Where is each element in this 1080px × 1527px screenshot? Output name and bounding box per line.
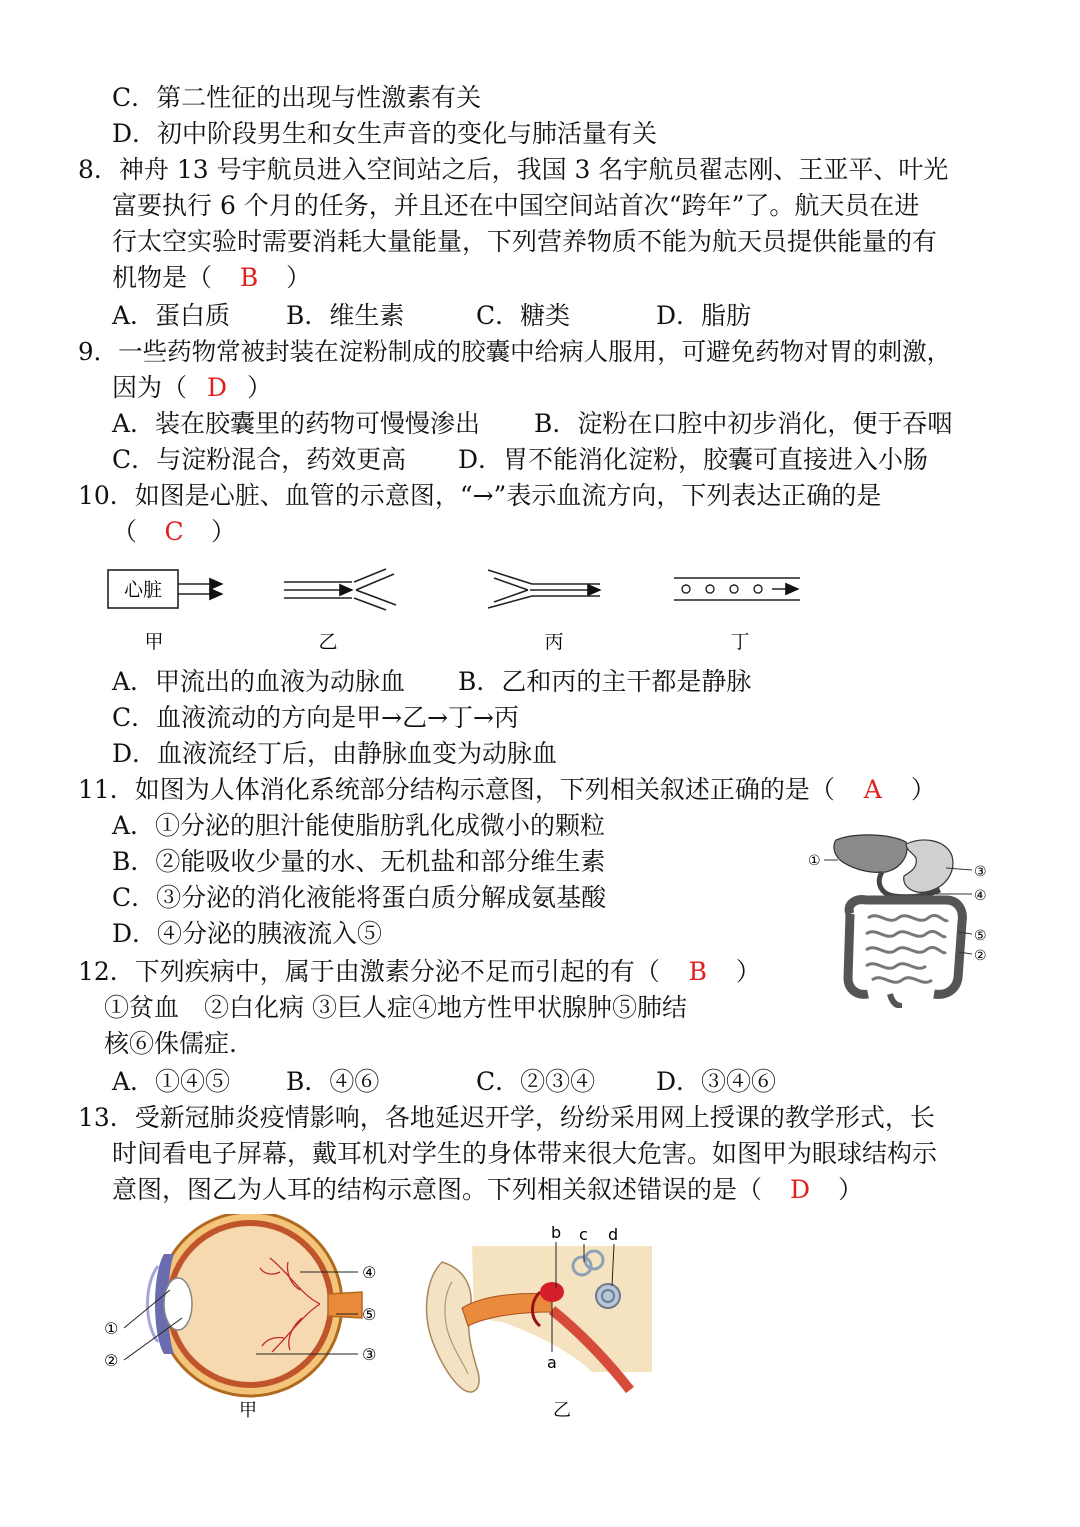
q11-option-a: A．①分泌的胆汁能使脂肪乳化成微小的颗粒 [112,811,606,840]
q9-option-a: A．装在胶囊里的药物可慢慢渗出 [112,409,481,438]
eye-label-1: ① [104,1319,119,1338]
q8-stem-line3: 行太空实验时需要消耗大量能量，下列营养物质不能为航天员提供能量的有 [112,227,938,256]
q9-stem-line2: 因为（ D ） [112,370,272,406]
heart-label: 心脏 [123,579,163,601]
q13-answer: D [789,1175,811,1204]
q12-answer: B [688,957,708,986]
q13-stem-line3: 意图，图乙为人耳的结构示意图。下列相关叙述错误的是（ D ） [112,1172,863,1208]
vessel-ding [674,578,800,600]
eye-label-5: ⑤ [362,1305,377,1324]
q8-option-c: C．糖类 [476,301,571,330]
stomach-shape [904,840,953,892]
ear-diagram [412,1222,672,1422]
q8-option-d: D．脂肪 [656,301,752,330]
heart-box [108,570,178,608]
q11-option-d: D．④分泌的胰液流入⑤ [112,919,383,948]
q12-stem-line1: 12．下列疾病中，属于由激素分泌不足而引起的有（ B ） [78,954,761,990]
digestive-label-3: ③ [974,864,987,880]
q8-stem-line4: 机物是（ B ） [112,260,311,296]
label-ding: 丁 [730,631,750,653]
q13-stem-line1: 13．受新冠肺炎疫情影响，各地延迟开学，纷纷采用网上授课的教学形式，长 [78,1103,935,1132]
q10-stem-line2: （ C ） [112,514,236,550]
ear-label-b: b [551,1223,562,1242]
q10-option-a: A．甲流出的血液为动脉血 [112,667,406,696]
q10-option-d: D．血液流经丁后，由静脉血变为动脉血 [112,739,558,768]
label-bing: 丙 [544,631,564,653]
vessel-bing [488,570,600,608]
q8-option-b: B．维生素 [286,301,405,330]
ear-label-d: d [608,1225,619,1244]
q12-disease-list-cont: 核⑥侏儒症. [104,1029,237,1058]
digestive-system-diagram [806,828,996,1008]
q13-stem-line2: 时间看电子屏幕，戴耳机对学生的身体带来很大危害。如图甲为眼球结构示 [112,1139,938,1168]
q11-option-b: B．②能吸收少量的水、无机盐和部分维生素 [112,847,606,876]
q7-option-d: D．初中阶段男生和女生声音的变化与肺活量有关 [112,119,658,148]
liver-shape [834,835,907,872]
ear-label-c: c [579,1225,588,1244]
vessel-diagram [100,560,820,660]
q9-option-c: C．与淀粉混合，药效更高 [112,445,407,474]
eye-label-4: ④ [362,1263,377,1282]
digestive-label-4: ④ [974,888,987,904]
q10-answer: C [164,517,184,546]
q10-stem-line1: 10．如图是心脏、血管的示意图，“→”表示血流方向，下列表达正确的是 [78,481,882,510]
q8-stem-line1: 8．神舟 13 号宇航员进入空间站之后，我国 3 名宇航员翟志刚、王亚平、叶光 [78,155,949,184]
eye-label-3: ③ [362,1345,377,1364]
eyeball-diagram [100,1214,400,1424]
label-yi: 乙 [318,631,338,653]
q8-stem-line2: 富要执行 6 个月的任务，并且还在中国空间站首次“跨年”了。航天员在进 [112,191,920,220]
q12-option-d: D．③④⑥ [656,1067,777,1096]
q11-option-c: C．③分泌的消化液能将蛋白质分解成氨基酸 [112,883,607,912]
vessel-yi [284,569,396,610]
q11-answer: A [863,775,882,804]
q9-answer: D [206,373,228,402]
eye-label-2: ② [104,1351,119,1370]
q10-option-b: B．乙和丙的主干都是静脉 [458,667,752,696]
digestive-label-2: ② [974,948,987,964]
ear-figure-label: 乙 [553,1400,571,1421]
q9-stem-line1: 9．一些药物常被封装在淀粉制成的胶囊中给病人服用，可避免药物对胃的刺激， [78,337,952,366]
digestive-label-1: ① [808,853,821,869]
eyeball-shape [148,1214,343,1396]
q9-option-b: B．淀粉在口腔中初步消化，便于吞咽 [534,409,953,438]
label-jia: 甲 [144,631,164,653]
ear-label-a: a [547,1353,557,1372]
q12-option-c: C．②③④ [476,1067,596,1096]
q7-option-c: C．第二性征的出现与性激素有关 [112,83,482,112]
artery-arrows [178,584,222,594]
q11-stem-line1: 11．如图为人体消化系统部分结构示意图，下列相关叙述正确的是（ A ） [78,772,936,808]
q12-disease-list: ①贫血 ②白化病 ③巨人症④地方性甲状腺肿⑤肺结 [104,993,687,1022]
q8-option-a: A．蛋白质 [112,301,231,330]
eye-figure-label: 甲 [239,1400,257,1421]
intestines-shape [848,900,962,1006]
digestive-label-5: ⑤ [974,928,987,944]
outer-ear-shape [427,1262,480,1392]
q9-option-d: D．胃不能消化淀粉，胶囊可直接进入小肠 [458,445,929,474]
q8-answer: B [239,263,259,292]
q10-option-c: C．血液流动的方向是甲→乙→丁→丙 [112,703,519,732]
q12-option-b: B．④⑥ [286,1067,380,1096]
q12-option-a: A．①④⑤ [112,1067,231,1096]
